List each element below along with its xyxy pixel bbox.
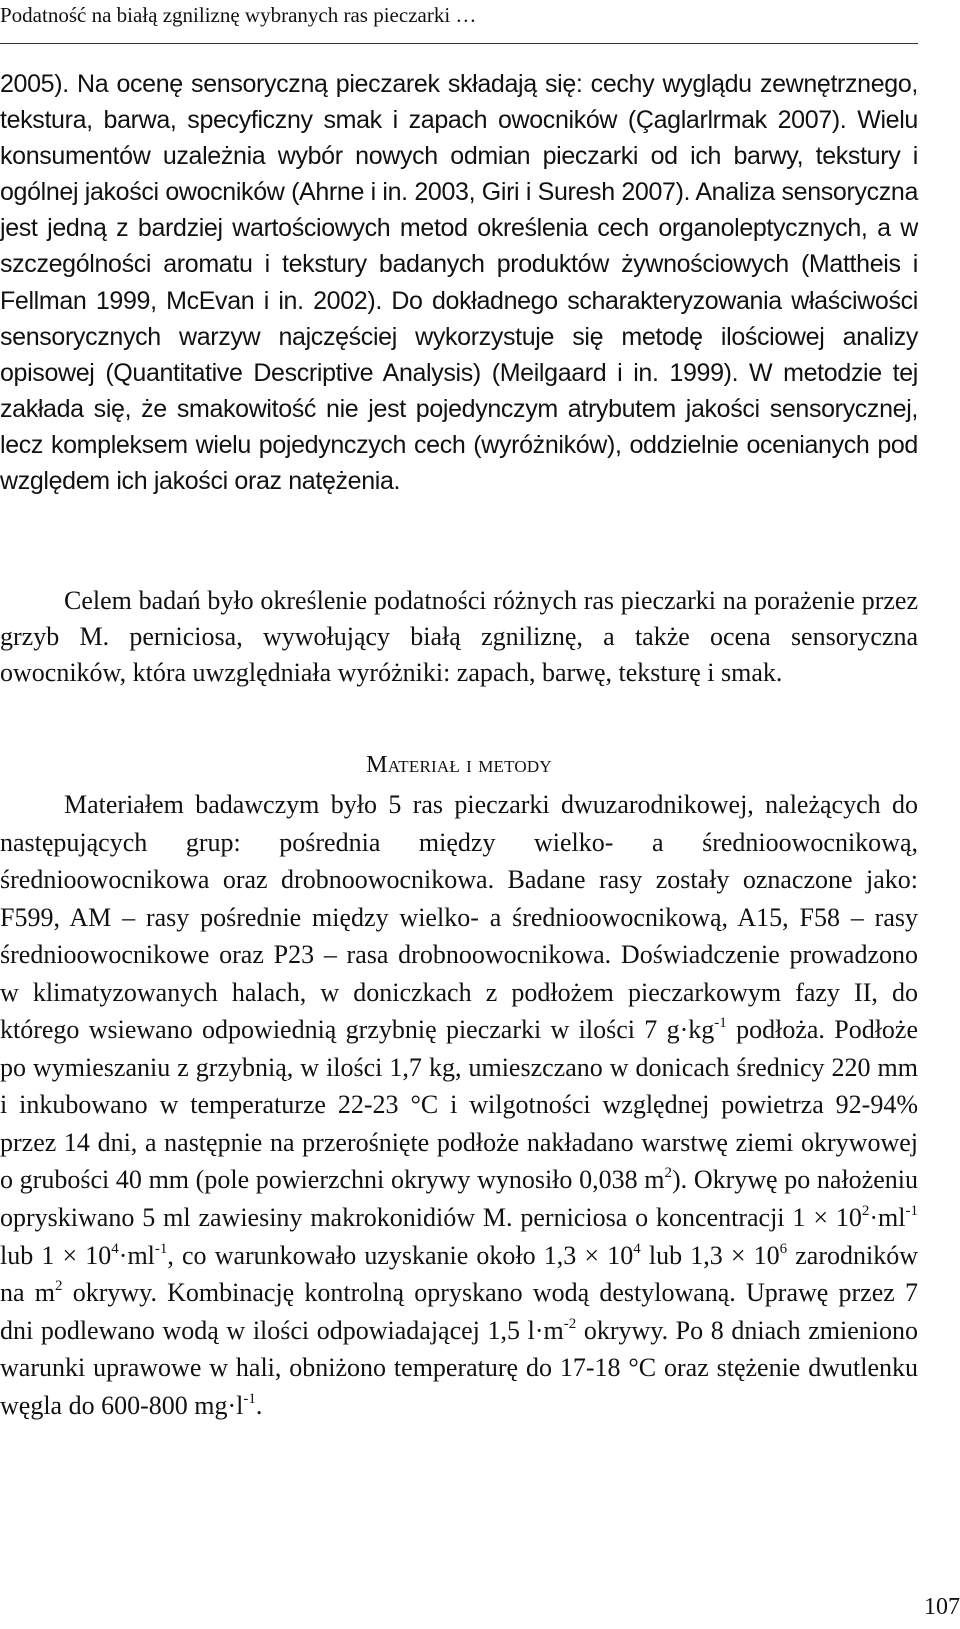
methods-superscript-10: -2 [563,1315,577,1332]
methods-superscript-11: -1 [243,1390,256,1407]
methods-text-8: lub 1,3 × 10 [640,1240,780,1270]
methods-paragraph [0,786,918,1424]
section-heading-methods: Materiał i metody [366,752,552,778]
methods-superscript-9: 2 [54,1278,63,1295]
methods-superscript-8: 6 [779,1240,788,1257]
methods-superscript-6: -1 [154,1240,168,1257]
methods-text-9: zarodników na m [0,1240,919,1308]
methods-text-12: . [255,1390,263,1420]
methods-text-10: okrywy. Kombinację kontrolną opryskano wodą destylowaną. Uprawę przez 7 dni podlewano wodą w ilości odpowiadającej 1,5 l·m [0,1278,919,1345]
running-header [0,0,918,28]
methods-text-4: ·ml [869,1203,906,1233]
intro-section [0,66,918,499]
methods-text-3: ). Okrywę po nałożeniu opryskiwano 5 ml zawiesiny makrokonidiów M. perniciosa o koncentracji 1 × 10 [0,1165,918,1233]
aim-paragraph: Celem badań było określenie podatności różnych ras pieczarki na porażenie przez grzyb M. perniciosa, wywołujący białą zgniliznę, a także ocena sensoryczna owocników, która uwzględniała wyróżniki: zapach, barwę, teksturę i smak. [0,586,918,687]
methods-text-5: lub 1 × 10 [0,1240,112,1270]
intro-paragraph: 2005). Na ocenę sensoryczną pieczarek składają się: cechy wyglądu zewnętrznego, tekstura, barwa, specyficzny smak i zapach owocników (Çaglarlrmak 2007). Wielu konsumentów uzależnia wybór nowych odmian pieczarki od ich barwy, tekstury i ogólnej jakości owocników (Ahrne i in. 2003, Giri i Suresh 2007). Analiza sensoryczna jest jedną z bardziej wartościowych metod określenia cech organoleptycznych, a w szczególności aromatu i tekstury badanych produktów żywnościowych (Mattheis i Fellman 1999, McEvan i in. 2002). Do dokładnego scharakteryzowania właściwości sensorycznych warzyw najczęściej wykorzystuje się metodę ilościowej analizy opisowej (Quantitative Descriptive Analysis) (Meilgaard i in. 1999). W metodzie tej zakłada się, że smakowitość nie jest pojedynczym atrybutem jakości sensorycznej, lecz kompleksem wielu pojedynczych cech (wyróżników), oddzielnie ocenianych pod względem ich jakości oraz natężenia. [0,70,918,496]
methods-text-1: Materiałem badawczym było 5 ras pieczarki dwuzarodnikowej, należących do następujących grup: pośrednia między wielko- a średnioowocnikową, średnioowocnikowa oraz drobnoowocnikowa. Badane rasy zostały oznaczone jako: F599, AM – rasy pośrednie między wielko- a średnioowocnikową, A15, F58 – rasy średnioowocnikowe oraz P23 – rasa drobnoowocnikowa. Doświadczenie prowadzono w klimatyzowanych halach, w doniczkach z podłożem pieczarkowym fazy II, do którego wsiewano odpowiednią grzybnię pieczarki w ilości 7 g·kg [0,790,918,1045]
methods-superscript-5: 4 [111,1240,119,1257]
methods-superscript-3: 2 [861,1203,870,1220]
methods-text-6: ·ml [118,1240,155,1270]
methods-superscript-2: 2 [664,1165,672,1182]
methods-superscript-7: 4 [633,1240,641,1257]
header-divider [0,43,918,44]
methods-superscript-4: -1 [905,1203,918,1220]
aim-section [0,583,918,691]
methods-superscript-1: -1 [714,1015,727,1032]
methods-text-11: okrywy. Po 8 dniach zmieniono warunki uprawowe w hali, obniżono temperaturę do 17-18 °C oraz stężenie dwutlenku węgla do 600-800 mg·l [0,1315,919,1420]
page-number: 107 [924,1594,960,1620]
methods-section [0,786,918,1424]
running-title: Podatność na białą zgniliznę wybranych ras pieczarki … [0,3,477,27]
methods-text-2: podłoża. Podłoże po wymieszaniu z grzybnią, w ilości 1,7 kg, umieszczano w donicach średnicy 220 mm i inkubowano w temperaturze 22-23 °C i wilgotności względnej powietrza 92-94% przez 14 dni, a następnie na przerośnięte podłoże nakładano warstwę ziemi okrywowej o grubości 40 mm (pole powierzchni okrywy wynosiło 0,038 m [0,1015,918,1195]
methods-text-7: , co warunkowało uzyskanie około 1,3 × 10 [167,1240,634,1270]
